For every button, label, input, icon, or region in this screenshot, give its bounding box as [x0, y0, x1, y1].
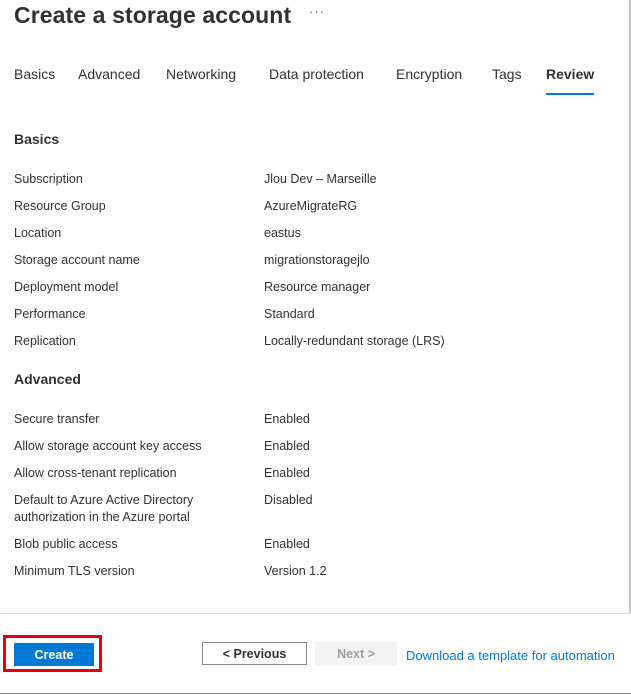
row-label: Subscription — [14, 172, 83, 186]
row-value: Disabled — [264, 493, 313, 507]
create-button[interactable]: Create — [14, 643, 94, 666]
row-label: Blob public access — [14, 537, 118, 551]
row-label: Allow storage account key access — [14, 439, 202, 453]
row-label: Performance — [14, 307, 86, 321]
page-title: Create a storage account — [14, 1, 292, 28]
tab-tags[interactable]: Tags — [492, 66, 522, 82]
row-value: Resource manager — [264, 280, 371, 294]
tab-data-protection[interactable]: Data protection — [269, 66, 364, 82]
previous-button[interactable]: < Previous — [202, 642, 307, 665]
row-value: Locally-redundant storage (LRS) — [264, 334, 445, 348]
row-label: Storage account name — [14, 253, 140, 267]
row-label: Allow cross-tenant replication — [14, 466, 177, 480]
tab-advanced[interactable]: Advanced — [78, 66, 141, 82]
footer-divider — [0, 613, 631, 614]
row-value: Enabled — [264, 412, 310, 426]
wizard-tabs — [14, 66, 631, 96]
row-label: Replication — [14, 334, 76, 348]
row-value: AzureMigrateRG — [264, 199, 358, 213]
tab-basics[interactable]: Basics — [14, 66, 56, 82]
section-title-advanced: Advanced — [14, 371, 81, 387]
row-label: Location — [14, 226, 62, 240]
tab-networking[interactable]: Networking — [166, 66, 237, 82]
row-label: Resource Group — [14, 199, 106, 213]
more-options-icon[interactable]: ··· — [309, 4, 325, 19]
row-value: Version 1.2 — [264, 564, 327, 578]
row-label: Default to Azure Active Directory authorization in the Azure portal — [14, 493, 194, 524]
download-template-link[interactable]: Download a template for automation — [406, 648, 615, 663]
next-button: Next > — [315, 642, 397, 665]
row-label: Deployment model — [14, 280, 119, 294]
row-value: Standard — [264, 307, 315, 321]
tab-review[interactable]: Review — [546, 66, 594, 94]
section-title-basics: Basics — [14, 131, 60, 147]
row-value: Enabled — [264, 439, 310, 453]
row-value: eastus — [264, 226, 301, 240]
row-label: Minimum TLS version — [14, 564, 135, 578]
page-header — [14, 0, 291, 30]
row-label: Secure transfer — [14, 412, 100, 426]
row-value: Jlou Dev – Marseille — [264, 172, 377, 186]
bottom-border — [0, 693, 631, 694]
row-value: migrationstoragejlo — [264, 253, 370, 267]
tab-encryption[interactable]: Encryption — [396, 66, 463, 82]
row-value: Enabled — [264, 466, 310, 480]
row-value: Enabled — [264, 537, 310, 551]
